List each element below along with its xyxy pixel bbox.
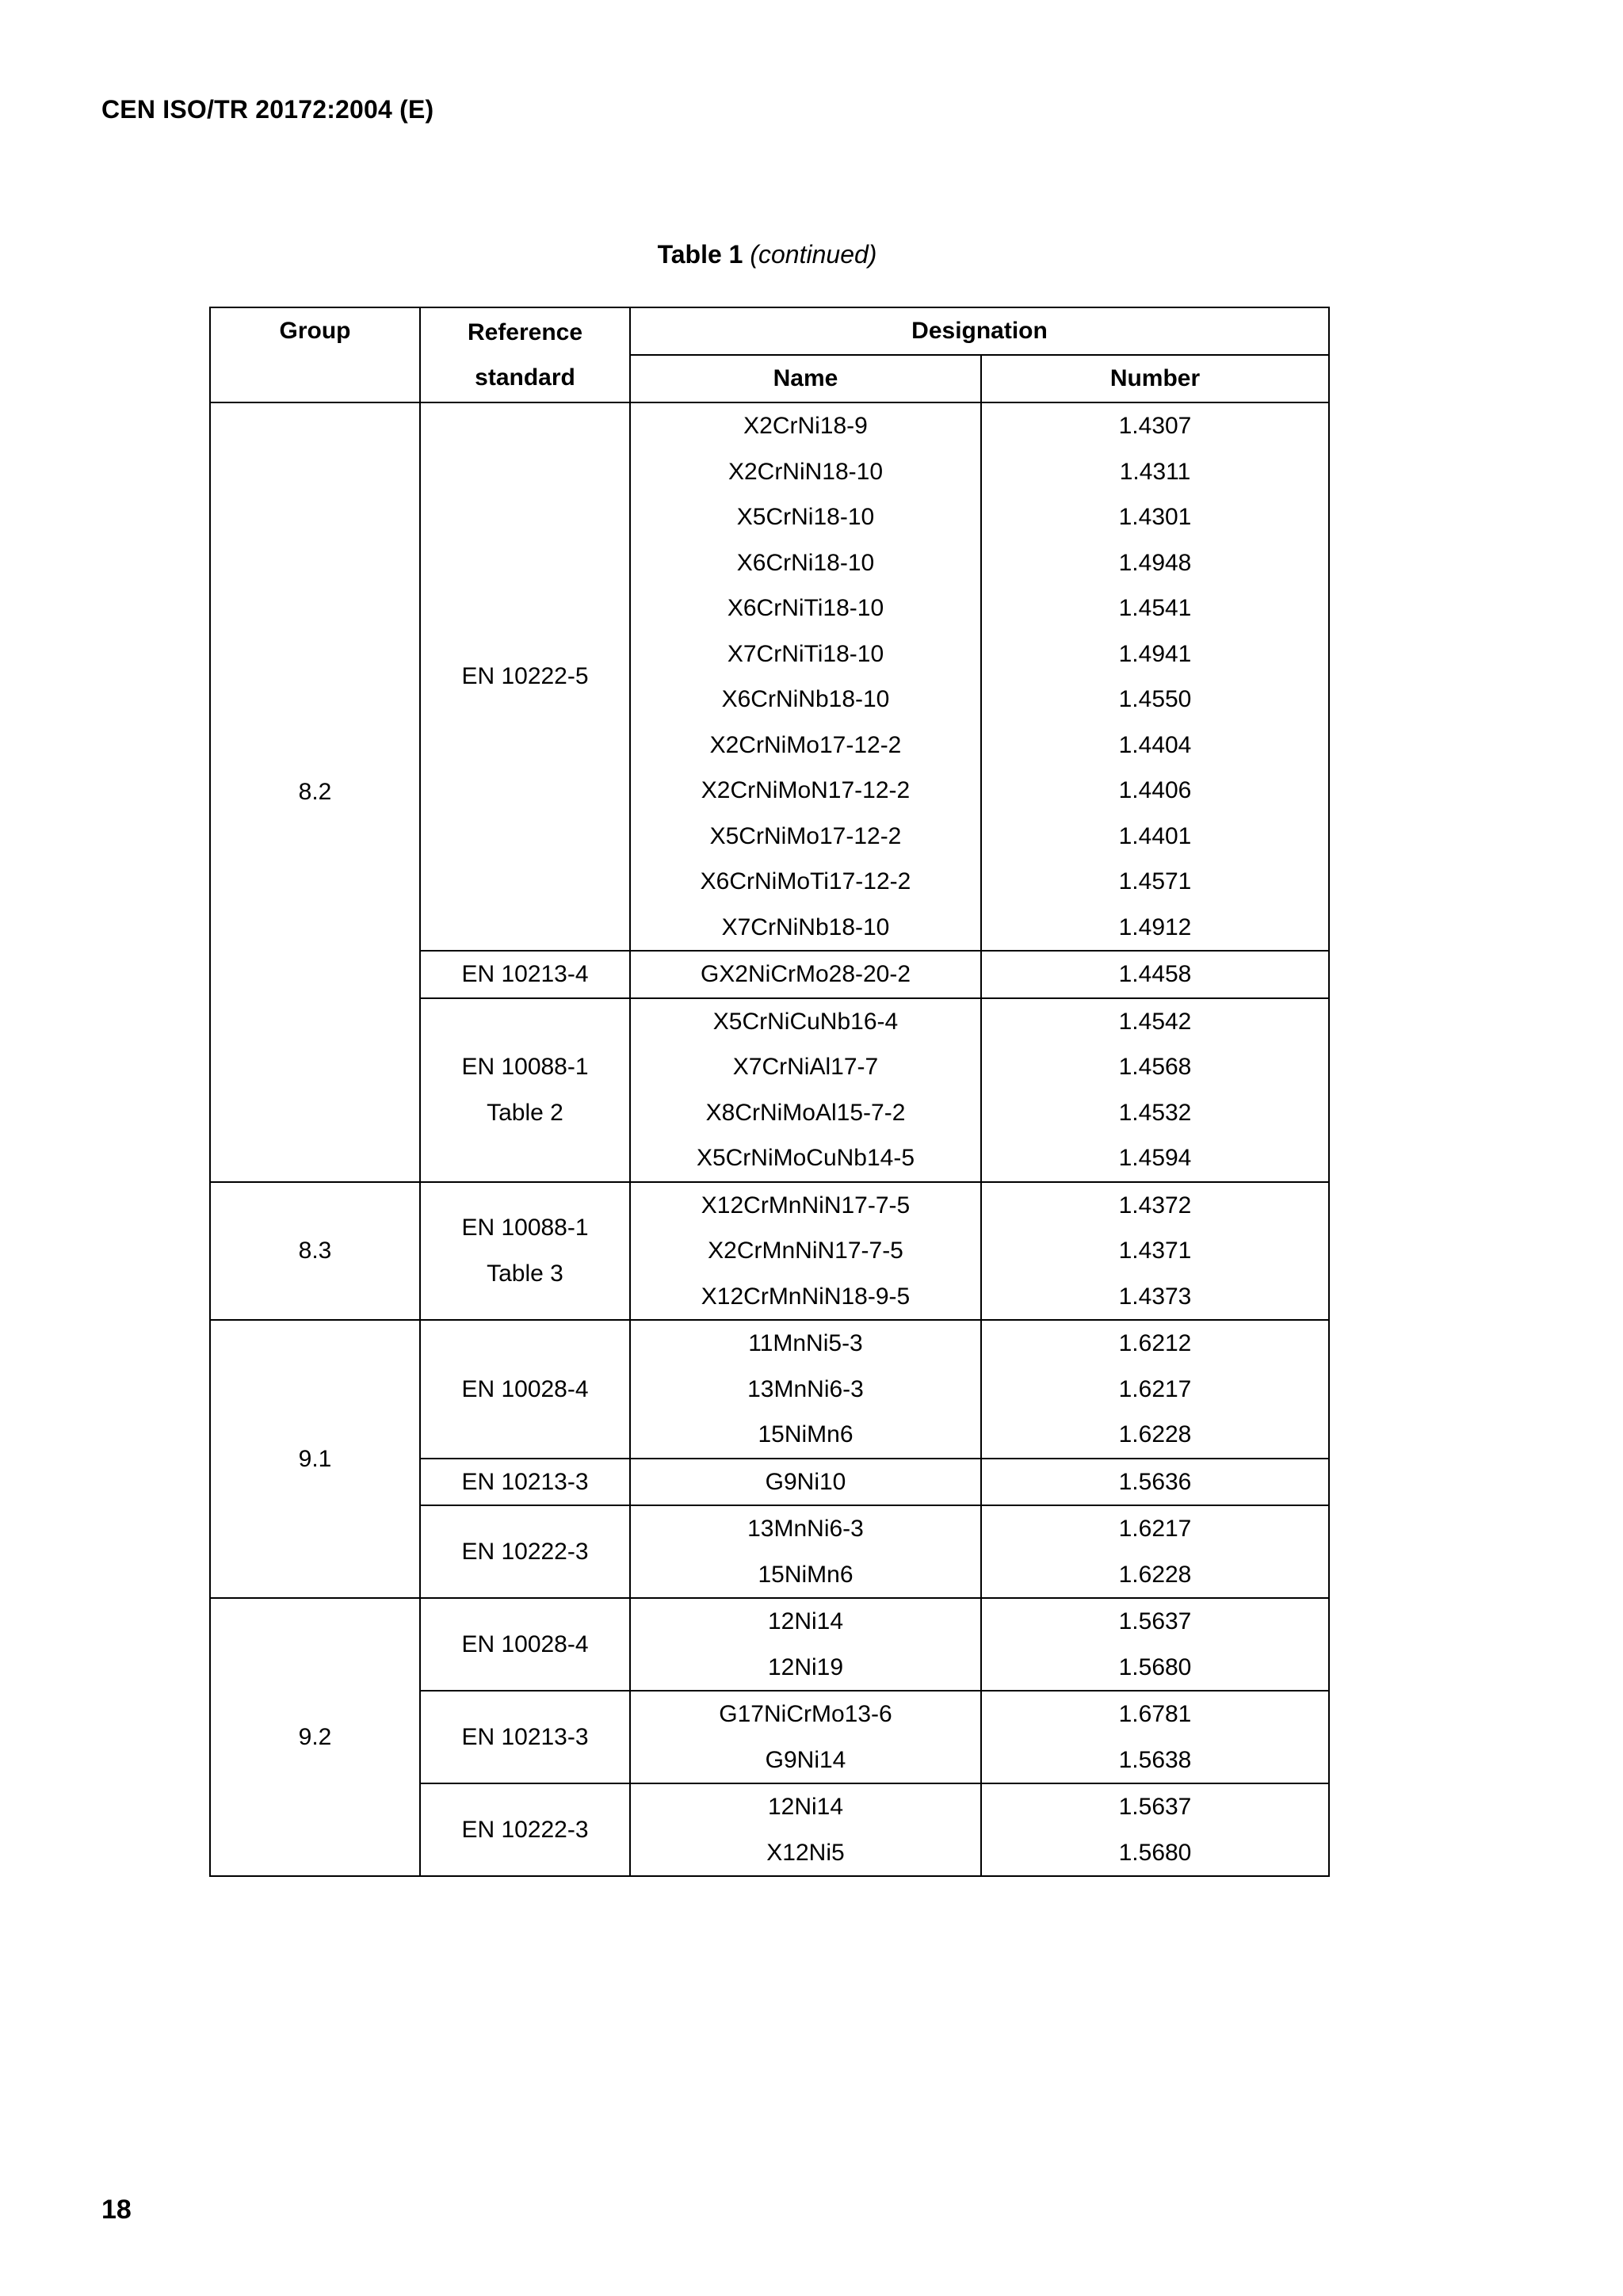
designation-number: 1.5637 xyxy=(1118,1608,1192,1634)
designation-name: 12Ni14 xyxy=(767,1794,844,1820)
designation-name: GX2NiCrMo28-20-2 xyxy=(700,961,911,987)
col-header-reference-line1: Reference xyxy=(467,318,583,345)
group-cell: 9.1 xyxy=(210,1320,420,1598)
designation-name: G9Ni10 xyxy=(765,1468,846,1495)
table-row xyxy=(210,402,1329,951)
reference-standard-line: EN 10088-1 xyxy=(461,1054,589,1080)
designation-name-cell xyxy=(630,1320,981,1459)
designation-name-cell xyxy=(630,1182,981,1321)
designation-number: 1.4568 xyxy=(1118,1054,1192,1080)
designation-name: X12CrMnNiN18-9-5 xyxy=(701,1283,911,1310)
designation-number: 1.4371 xyxy=(1118,1238,1192,1264)
designation-number: 1.4301 xyxy=(1118,504,1192,530)
designation-name-cell xyxy=(630,1459,981,1506)
designation-number: 1.4594 xyxy=(1118,1145,1192,1171)
reference-standard-line: EN 10222-5 xyxy=(461,663,589,690)
designation-number: 1.4550 xyxy=(1118,686,1192,712)
designation-name: X2CrNi18-9 xyxy=(743,413,868,439)
designation-number-cell xyxy=(981,402,1329,951)
designation-number-cell xyxy=(981,1691,1329,1783)
designation-number-cell xyxy=(981,1783,1329,1876)
designation-number: 1.6781 xyxy=(1118,1701,1192,1727)
reference-standard-cell xyxy=(420,998,630,1182)
designation-name: X5CrNiMo17-12-2 xyxy=(709,822,902,849)
col-header-group-label: Group xyxy=(279,318,351,344)
reference-standard-line: EN 10088-1 xyxy=(461,1215,589,1241)
table-caption-label: Table 1 xyxy=(657,240,743,269)
reference-standard-line: EN 10213-4 xyxy=(461,961,589,987)
designation-name: X2CrMnNiN17-7-5 xyxy=(708,1238,903,1264)
designation-name: X5CrNi18-10 xyxy=(736,504,875,530)
designation-name: 13MnNi6-3 xyxy=(747,1375,864,1402)
designation-name-cell xyxy=(630,1505,981,1598)
designation-number: 1.6212 xyxy=(1118,1330,1192,1356)
designation-number: 1.5637 xyxy=(1118,1794,1192,1820)
col-header-group xyxy=(210,307,420,402)
designation-name: X6CrNi18-10 xyxy=(736,549,875,576)
designation-number: 1.4373 xyxy=(1118,1283,1192,1310)
designation-name-cell xyxy=(630,1598,981,1691)
table-row xyxy=(210,1182,1329,1321)
designation-number: 1.6228 xyxy=(1118,1421,1192,1447)
col-header-name: Name xyxy=(630,355,981,402)
designation-name: X6CrNiNb18-10 xyxy=(721,686,890,712)
designation-number-cell xyxy=(981,1598,1329,1691)
designation-name-cell xyxy=(630,1783,981,1876)
designation-name: 12Ni19 xyxy=(767,1653,844,1680)
designation-number: 1.5636 xyxy=(1118,1468,1192,1495)
reference-standard-cell xyxy=(420,1459,630,1506)
table-row xyxy=(210,1598,1329,1691)
group-cell: 9.2 xyxy=(210,1598,420,1876)
designation-number: 1.4948 xyxy=(1118,549,1192,576)
reference-standard-line: Table 2 xyxy=(487,1099,563,1126)
reference-standard-line: EN 10222-3 xyxy=(461,1538,589,1565)
designation-number: 1.4458 xyxy=(1118,961,1192,987)
reference-standard-cell xyxy=(420,1320,630,1459)
designation-number: 1.5638 xyxy=(1118,1746,1192,1773)
designation-name: G17NiCrMo13-6 xyxy=(719,1701,892,1727)
reference-standard-cell xyxy=(420,1691,630,1783)
page-number: 18 xyxy=(101,2195,132,2225)
reference-standard-line: EN 10222-3 xyxy=(461,1816,589,1843)
table-header-row-1 xyxy=(210,307,1329,355)
designation-name: X5CrNiMoCuNb14-5 xyxy=(696,1145,915,1171)
table-row xyxy=(210,1320,1329,1459)
designation-number: 1.4401 xyxy=(1118,822,1192,849)
designation-number: 1.4307 xyxy=(1118,413,1192,439)
designation-name: X6CrNiTi18-10 xyxy=(727,595,884,621)
designation-number-cell xyxy=(981,1505,1329,1598)
col-header-reference-line2: standard xyxy=(475,364,575,391)
designation-number: 1.4372 xyxy=(1118,1192,1192,1219)
designation-name: X8CrNiMoAl15-7-2 xyxy=(705,1099,906,1126)
reference-standard-line: EN 10028-4 xyxy=(461,1375,589,1402)
designation-name: X12Ni5 xyxy=(766,1839,845,1866)
designation-table xyxy=(209,307,1330,1877)
col-header-reference xyxy=(420,307,630,402)
designation-name: X7CrNiTi18-10 xyxy=(727,640,884,667)
designation-number-cell xyxy=(981,1320,1329,1459)
designation-number: 1.6217 xyxy=(1118,1375,1192,1402)
designation-number-cell xyxy=(981,998,1329,1182)
designation-name: 15NiMn6 xyxy=(758,1421,854,1447)
designation-number: 1.4912 xyxy=(1118,913,1192,940)
designation-number: 1.5680 xyxy=(1118,1653,1192,1680)
designation-name: X5CrNiCuNb16-4 xyxy=(712,1008,899,1035)
document-header: CEN ISO/TR 20172:2004 (E) xyxy=(101,95,434,124)
designation-number: 1.4532 xyxy=(1118,1099,1192,1126)
reference-standard-line: Table 3 xyxy=(487,1260,563,1287)
group-cell: 8.2 xyxy=(210,402,420,1182)
designation-name: X12CrMnNiN17-7-5 xyxy=(701,1192,911,1219)
designation-number: 1.4571 xyxy=(1118,868,1192,894)
designation-name: X2CrNiN18-10 xyxy=(727,458,884,485)
designation-number: 1.4941 xyxy=(1118,640,1192,667)
table-caption-qualifier: (continued) xyxy=(750,240,877,269)
designation-name: G9Ni14 xyxy=(765,1746,846,1773)
reference-standard-cell xyxy=(420,1598,630,1691)
designation-name: 15NiMn6 xyxy=(758,1561,854,1588)
table-caption xyxy=(0,240,1534,269)
designation-name: X2CrNiMo17-12-2 xyxy=(709,731,902,758)
designation-number-cell xyxy=(981,1182,1329,1321)
reference-standard-line: EN 10213-3 xyxy=(461,1468,589,1495)
designation-name-cell xyxy=(630,951,981,998)
designation-name: X2CrNiMoN17-12-2 xyxy=(701,777,911,803)
designation-name-cell xyxy=(630,998,981,1182)
designation-number: 1.6217 xyxy=(1118,1516,1192,1542)
designation-name: X7CrNiNb18-10 xyxy=(721,913,890,940)
designation-name: 13MnNi6-3 xyxy=(747,1516,864,1542)
table-body xyxy=(210,402,1329,1876)
reference-standard-cell xyxy=(420,951,630,998)
reference-standard-line: EN 10028-4 xyxy=(461,1630,589,1657)
designation-name: 11MnNi5-3 xyxy=(748,1330,863,1356)
designation-number-cell xyxy=(981,951,1329,998)
col-header-number: Number xyxy=(981,355,1329,402)
designation-name: X6CrNiMoTi17-12-2 xyxy=(700,868,911,894)
designation-name-cell xyxy=(630,1691,981,1783)
designation-number: 1.4542 xyxy=(1118,1008,1192,1035)
designation-number: 1.4311 xyxy=(1119,458,1191,485)
group-cell: 8.3 xyxy=(210,1182,420,1321)
designation-number: 1.4541 xyxy=(1118,595,1192,621)
designation-number-cell xyxy=(981,1459,1329,1506)
designation-number: 1.5680 xyxy=(1118,1839,1192,1866)
reference-standard-cell xyxy=(420,1505,630,1598)
reference-standard-line: EN 10213-3 xyxy=(461,1723,589,1750)
designation-name-cell xyxy=(630,402,981,951)
designation-number: 1.4406 xyxy=(1118,777,1192,803)
reference-standard-cell xyxy=(420,1182,630,1321)
reference-standard-cell xyxy=(420,402,630,951)
designation-number: 1.4404 xyxy=(1118,731,1192,758)
reference-standard-cell xyxy=(420,1783,630,1876)
designation-number: 1.6228 xyxy=(1118,1561,1192,1588)
col-header-designation: Designation xyxy=(630,307,1329,355)
designation-name: X7CrNiAl17-7 xyxy=(732,1054,879,1080)
designation-name: 12Ni14 xyxy=(767,1608,844,1634)
